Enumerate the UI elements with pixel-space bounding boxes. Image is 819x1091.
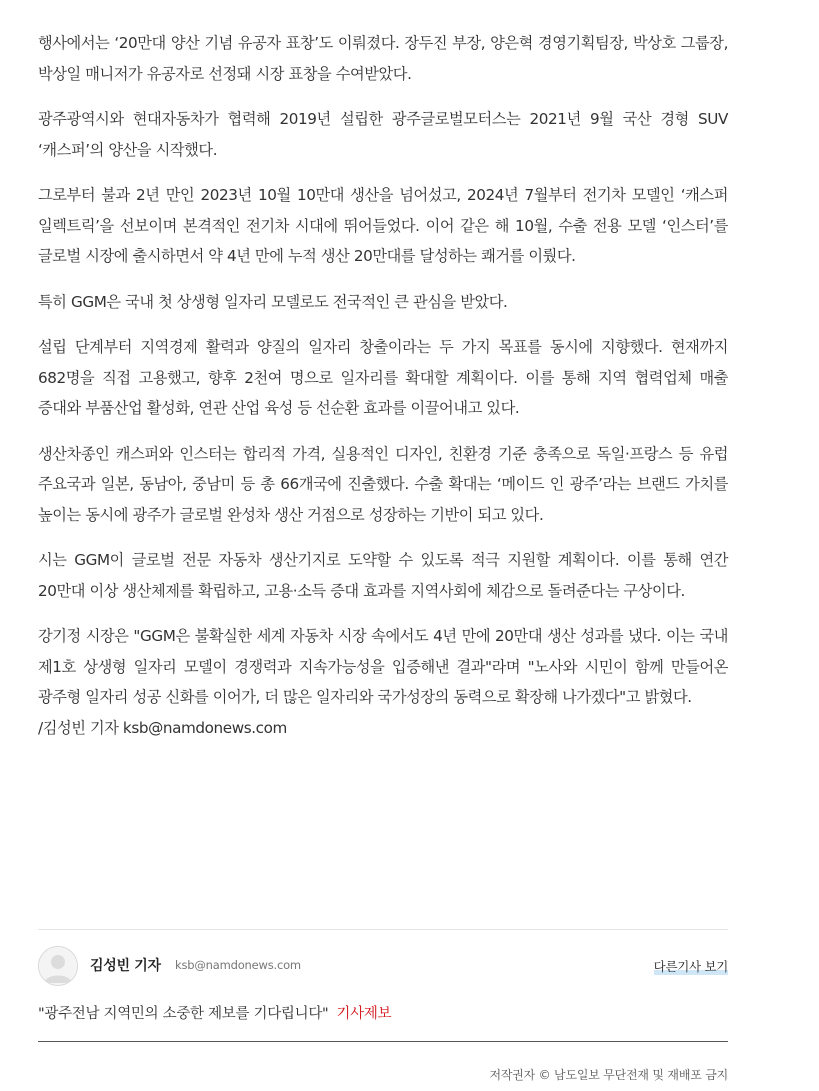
article-body — [38, 28, 728, 743]
article-paragraph-6: 생산차종인 캐스퍼와 인스터는 합리적 가격, 실용적인 디자인, 친환경 기준 충족으로 독일·프랑스 등 유럽 주요국과 일본, 동남아, 중남미 등 총 66개국에 진출했다. 수출 확대는 ‘메이드 인 광주’라는 브랜드 가치를 높이는 동시에 광주가 글로벌 완성차 생산 거점으로 성장하는 기반이 되고 있다. — [38, 444, 728, 524]
author-email: ksb@namdonews.com — [175, 958, 301, 972]
author-section-divider — [38, 929, 728, 930]
article-paragraph-1: 행사에서는 ‘20만대 양산 기념 유공자 표창’도 이뤄졌다. 장두진 부장, 양은혁 경영기획팀장, 박상호 그룹장, 박상일 매니저가 유공자로 선정돼 시장 표창을 수여받았다. — [38, 34, 728, 83]
copyright-notice: 저작권자 © 남도일보 무단전재 및 재배포 금지 — [489, 1068, 728, 1082]
news-tip-line — [38, 1002, 391, 1023]
news-tip-message: "광주전남 지역민의 소중한 제보를 기다립니다" — [38, 1006, 329, 1022]
article-paragraph-7: 시는 GGM이 글로벌 전문 자동차 생산기지로 도약할 수 있도록 적극 지원할 계획이다. 이를 통해 연간 20만대 이상 생산체제를 확립하고, 고용·소득 증대 효과를 지역사회에 체감으로 돌려준다는 구상이다. — [38, 551, 728, 600]
news-tip-link[interactable]: 기사제보 — [336, 1006, 392, 1022]
article-paragraph-3: 그로부터 불과 2년 만인 2023년 10월 10만대 생산을 넘어섰고, 2024년 7월부터 전기차 모델인 ‘캐스퍼 일렉트릭’을 선보이며 본격적인 전기차 시대에 뛰어들었다. 이어 같은 해 10월, 수출 전용 모델 ‘인스터’를 글로벌 시장에 출시하면서 약 4년 만에 누적 생산 20만대를 달성하는 쾌거를 이뤘다. — [38, 186, 728, 265]
article-paragraph-4: 특히 GGM은 국내 첫 상생형 일자리 모델로도 전국적인 큰 관심을 받았다. — [38, 292, 508, 311]
article-byline: /김성빈 기자 ksb@namdonews.com — [38, 718, 287, 737]
article-paragraph-2: 광주광역시와 현대자동차가 협력해 2019년 설립한 광주글로벌모터스는 2021년 9월 국산 경형 SUV ‘캐스퍼’의 양산을 시작했다. — [38, 110, 728, 159]
article-paragraph-8: 강기정 시장은 "GGM은 불확실한 세계 자동차 시장 속에서도 4년 만에 20만대 생산 성과를 냈다. 이는 국내 제1호 상생형 일자리 모델이 경쟁력과 지속가능성을 입증해낸 결과"라며 "노사와 시민이 함께 만들어온 광주형 일자리 성공 신화를 이어가, 더 많은 일자리와 국가성장의 동력으로 확장해 나가겠다"고 밝혔다. — [38, 627, 728, 706]
author-name: 김성빈 기자 — [90, 958, 161, 974]
user-avatar-icon — [38, 946, 78, 986]
footer-divider — [38, 1041, 728, 1042]
author-box — [38, 946, 728, 986]
article-paragraph-5: 설립 단계부터 지역경제 활력과 양질의 일자리 창출이라는 두 가지 목표를 동시에 지향했다. 현재까지 682명을 직접 고용했고, 향후 2천여 명으로 일자리를 확대할 계획이다. 이를 통해 지역 협력업체 매출 증대와 부품산업 활성화, 연관 산업 육성 등 선순환 효과를 이끌어내고 있다. — [38, 338, 728, 417]
more-articles-link[interactable]: 다른기사 보기 — [653, 959, 728, 974]
